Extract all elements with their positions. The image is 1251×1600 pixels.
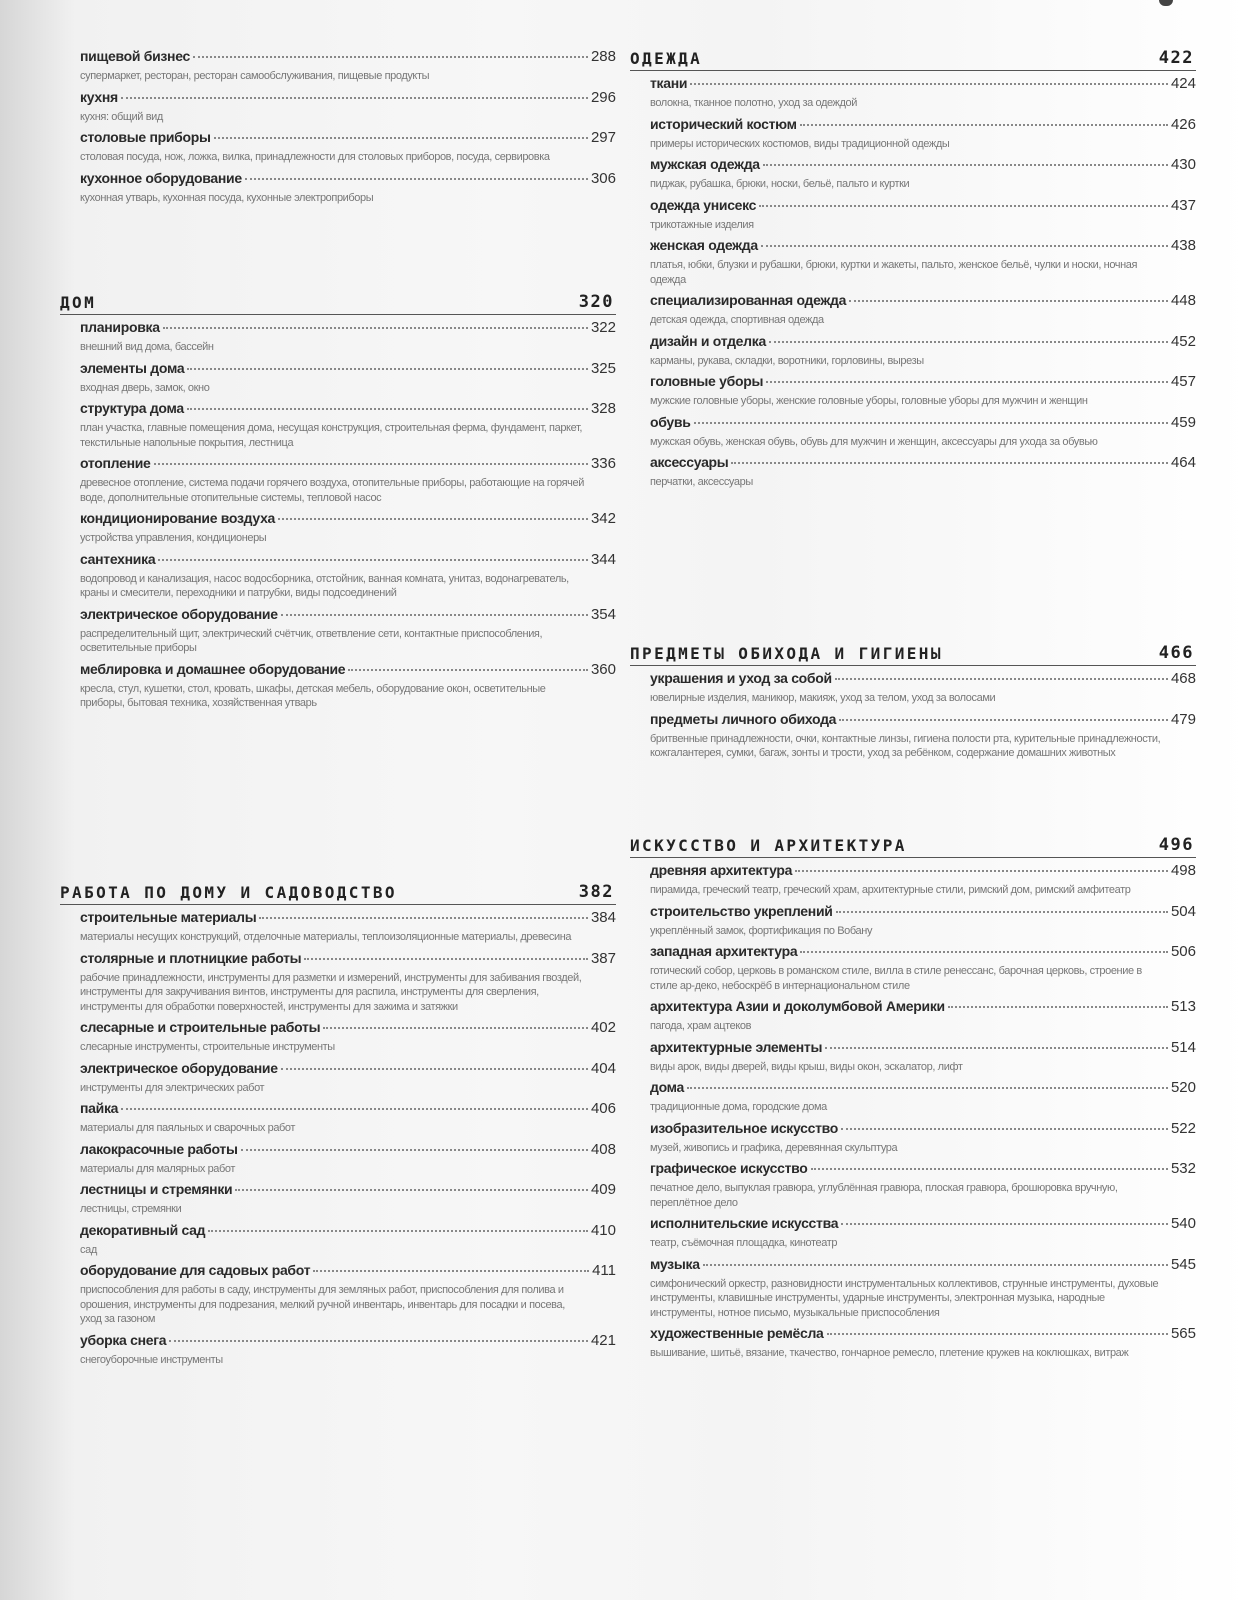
toc-entry bbox=[80, 606, 616, 656]
section-page-number: 320 bbox=[578, 292, 614, 312]
toc-entry-page-number: 306 bbox=[590, 169, 616, 187]
toc-entry-page-number: 406 bbox=[590, 1100, 616, 1117]
dot-leader bbox=[245, 178, 588, 180]
toc-entry-title: ткани bbox=[650, 75, 688, 91]
toc-entry-page-number: 402 bbox=[590, 1019, 616, 1036]
dot-leader bbox=[836, 911, 1168, 913]
toc-entry-row bbox=[80, 661, 616, 682]
toc-entry-title: исторический костюм bbox=[650, 115, 797, 132]
toc-entry-row bbox=[80, 48, 616, 69]
toc-entry-page-number: 520 bbox=[1170, 1079, 1196, 1096]
toc-entry-page-number: 360 bbox=[590, 660, 616, 678]
toc-entry-description: материалы несущих конструкций, отделочные материалы, теплоизоляционные материалы, древесина bbox=[80, 931, 572, 943]
toc-entry bbox=[650, 862, 1196, 898]
dot-leader bbox=[948, 1006, 1168, 1008]
toc-entry-title: столовые приборы bbox=[80, 129, 211, 145]
toc-entry-description: сад bbox=[80, 1243, 97, 1256]
toc-entry-description: приспособления для работы в саду, инструменты для земляных работ, приспособления для полива и орошения, инструменты для подрезания, мелкий ручной инвентарь, инвентарь для посадки и посева, уход за газоном bbox=[80, 1284, 565, 1325]
toc-entry bbox=[650, 903, 1196, 939]
toc-entry bbox=[80, 455, 616, 505]
toc-entry-title: архитектура Азии и доколумбовой Америки bbox=[650, 998, 945, 1014]
section-header bbox=[60, 290, 616, 315]
toc-entry-title: лестницы и стремянки bbox=[80, 1181, 233, 1197]
toc-entry-title: оборудование для садовых работ bbox=[80, 1262, 311, 1278]
toc-entry bbox=[650, 373, 1196, 409]
toc-entry-page-number: 344 bbox=[590, 550, 616, 568]
toc-entry-description: супермаркет, ресторан, ресторан самообслуживания, пищевые продукты bbox=[80, 70, 430, 82]
toc-entry bbox=[80, 1060, 616, 1096]
toc-entry bbox=[80, 950, 616, 1015]
toc-entry-page-number: 354 bbox=[590, 605, 616, 623]
dot-leader bbox=[187, 408, 588, 410]
toc-entry bbox=[80, 909, 616, 945]
toc-entry-row bbox=[80, 950, 616, 971]
toc-entry-page-number: 540 bbox=[1170, 1215, 1196, 1232]
toc-entry bbox=[650, 237, 1196, 287]
dot-leader bbox=[763, 164, 1168, 166]
section-header bbox=[630, 46, 1196, 71]
toc-entry-description: традиционные дома, городские дома bbox=[650, 1101, 827, 1113]
toc-entry bbox=[80, 48, 616, 84]
toc-entry-page-number: 452 bbox=[1170, 332, 1196, 350]
toc-entry-title: декоративный сад bbox=[80, 1221, 206, 1238]
toc-entry-row bbox=[80, 1181, 616, 1202]
toc-entry bbox=[650, 1079, 1196, 1115]
toc-entry-title: дома bbox=[650, 1079, 685, 1095]
section-title: ИСКУССТВО И АРХИТЕКТУРА bbox=[630, 836, 907, 855]
toc-entry-row bbox=[80, 129, 616, 150]
toc-entry bbox=[650, 292, 1196, 328]
dot-leader bbox=[800, 124, 1168, 126]
toc-section-clothing bbox=[630, 46, 1196, 495]
toc-entry-description: рабочие принадлежности, инструменты для разметки и измерений, инструменты для забивания гвоздей, инструменты для закручивания винтов, инструменты для распила, инструменты для сверления, инструменты для обработки поверхностей, инструменты для зажима и затяжки bbox=[80, 971, 582, 1013]
dot-leader bbox=[304, 958, 588, 960]
toc-entry-row bbox=[80, 606, 616, 627]
toc-entry-description: пагода, храм ацтеков bbox=[650, 1020, 752, 1032]
dot-leader bbox=[241, 1149, 588, 1151]
dot-leader bbox=[259, 917, 588, 919]
toc-entry-page-number: 498 bbox=[1170, 862, 1196, 879]
toc-entry bbox=[650, 414, 1196, 450]
toc-entry-row bbox=[650, 237, 1196, 258]
toc-entry-page-number: 387 bbox=[590, 949, 616, 967]
toc-entry-row bbox=[80, 510, 616, 531]
toc-entry-title: лакокрасочные работы bbox=[80, 1140, 238, 1157]
toc-entry bbox=[80, 1100, 616, 1136]
toc-entry-title: уборка снега bbox=[80, 1331, 167, 1348]
toc-entry-description: готический собор, церковь в романском стиле, вилла в стиле ренессанс, барочная церковь, строение в стиле ар-деко, небоскрёб в интернациональном стиле bbox=[650, 965, 1142, 992]
page-corner-mark bbox=[1159, 0, 1173, 6]
toc-entry-title: кухонное оборудование bbox=[80, 169, 242, 186]
dot-leader bbox=[323, 1027, 588, 1029]
toc-entry-row bbox=[650, 75, 1196, 96]
dot-leader bbox=[281, 1068, 588, 1070]
toc-entry-page-number: 296 bbox=[590, 88, 616, 106]
toc-entry-row bbox=[80, 1141, 616, 1162]
toc-entry bbox=[80, 129, 616, 165]
toc-entry bbox=[650, 1256, 1196, 1321]
toc-entry-description: виды арок, виды дверей, виды крыш, виды окон, эскалатор, лифт bbox=[650, 1060, 963, 1073]
toc-continued-block bbox=[60, 48, 616, 210]
toc-section-home bbox=[60, 290, 616, 716]
toc-entry-description: трикотажные изделия bbox=[650, 218, 754, 231]
dot-leader bbox=[841, 1223, 1168, 1225]
dot-leader bbox=[163, 327, 588, 329]
toc-entry-row bbox=[80, 319, 616, 340]
toc-entry-page-number: 336 bbox=[590, 455, 616, 472]
toc-entry bbox=[650, 998, 1196, 1034]
toc-entry bbox=[80, 360, 616, 396]
toc-entry-page-number: 468 bbox=[1170, 670, 1196, 687]
dot-leader bbox=[193, 56, 588, 58]
toc-entry bbox=[650, 333, 1196, 369]
dot-leader bbox=[849, 300, 1168, 302]
dot-leader bbox=[687, 1087, 1168, 1089]
section-title: ДОМ bbox=[60, 293, 97, 312]
dot-leader bbox=[811, 1168, 1168, 1170]
toc-entry-title: строительные материалы bbox=[80, 909, 257, 925]
toc-entry-description: распределительный щит, электрический счётчик, ответвление сети, контактные приспособления, осветительные приборы bbox=[80, 627, 543, 654]
toc-entry-page-number: 464 bbox=[1170, 454, 1196, 471]
toc-entry-page-number: 411 bbox=[592, 1262, 616, 1279]
toc-entry bbox=[80, 89, 616, 125]
toc-entry-description: материалы для паяльных и сварочных работ bbox=[80, 1122, 296, 1134]
toc-entry-row bbox=[80, 89, 616, 110]
toc-entry-row bbox=[650, 197, 1196, 218]
toc-entry-title: пайка bbox=[80, 1100, 119, 1116]
toc-entry bbox=[650, 116, 1196, 152]
toc-entry bbox=[80, 400, 616, 450]
toc-entry-title: элементы дома bbox=[80, 359, 185, 376]
section-page-number: 382 bbox=[578, 882, 614, 902]
toc-entry-title: исполнительские искусства bbox=[650, 1215, 839, 1231]
dot-leader bbox=[795, 870, 1168, 872]
toc-entry bbox=[650, 197, 1196, 233]
toc-entry-description: столовая посуда, нож, ложка, вилка, принадлежности для столовых приборов, посуда, сервировка bbox=[80, 151, 550, 163]
toc-entry-page-number: 409 bbox=[590, 1181, 616, 1198]
toc-entry-page-number: 430 bbox=[1170, 156, 1196, 173]
section-page-number: 422 bbox=[1158, 48, 1194, 68]
toc-entry-row bbox=[80, 909, 616, 930]
toc-entry-description: инструменты для электрических работ bbox=[80, 1081, 265, 1094]
toc-section-art-architecture bbox=[630, 833, 1196, 1366]
toc-entry-title: графическое искусство bbox=[650, 1160, 808, 1176]
toc-entry-title: женская одежда bbox=[650, 237, 758, 253]
toc-entry bbox=[80, 510, 616, 546]
toc-entry-description: ювелирные изделия, маникюр, макияж, уход за телом, уход за волосами bbox=[650, 692, 996, 704]
toc-entry-description: пиджак, рубашка, брюки, носки, бельё, пальто и куртки bbox=[650, 178, 910, 190]
toc-entry-row bbox=[650, 454, 1196, 475]
toc-entry-title: кондиционирование воздуха bbox=[80, 510, 276, 526]
dot-leader bbox=[839, 719, 1168, 721]
toc-entry-page-number: 297 bbox=[590, 129, 616, 146]
toc-entry-row bbox=[650, 903, 1196, 924]
toc-entry bbox=[650, 943, 1196, 993]
toc-entry-description: кухня: общий вид bbox=[80, 110, 163, 123]
dot-leader bbox=[731, 462, 1168, 464]
toc-entry-description: театр, съёмочная площадка, кинотеатр bbox=[650, 1237, 838, 1249]
toc-entry-description: перчатки, аксессуары bbox=[650, 476, 753, 488]
toc-entry-row bbox=[80, 170, 616, 191]
toc-entry-row bbox=[80, 551, 616, 572]
toc-entry-row bbox=[650, 1325, 1196, 1346]
toc-entry-page-number: 426 bbox=[1170, 115, 1196, 133]
dot-leader bbox=[769, 341, 1168, 343]
toc-entry bbox=[650, 1039, 1196, 1075]
toc-entry-row bbox=[650, 1079, 1196, 1100]
toc-entry-title: западная архитектура bbox=[650, 943, 798, 959]
toc-entry-row bbox=[650, 943, 1196, 964]
toc-entry-description: материалы для малярных работ bbox=[80, 1162, 236, 1175]
toc-entry-page-number: 479 bbox=[1170, 710, 1196, 728]
dot-leader bbox=[835, 678, 1168, 680]
toc-entry-title: украшения и уход за собой bbox=[650, 670, 832, 686]
toc-entry bbox=[650, 156, 1196, 192]
section-title: ПРЕДМЕТЫ ОБИХОДА И ГИГИЕНЫ bbox=[630, 644, 943, 663]
toc-entry-title: художественные ремёсла bbox=[650, 1325, 824, 1341]
toc-entry-title: обувь bbox=[650, 413, 691, 430]
toc-entry bbox=[80, 1332, 616, 1368]
toc-entry-description: симфонический оркестр, разновидности инструментальных коллективов, струнные инструменты, духовые инструменты, клавишные инструменты, ударные инструменты, электронная музыка, народные инструменты, нотное письмо, музыкальные приспособления bbox=[650, 1277, 1159, 1319]
toc-entry-row bbox=[650, 711, 1196, 732]
toc-entry bbox=[80, 551, 616, 601]
toc-entry-page-number: 448 bbox=[1170, 292, 1196, 309]
toc-entry-page-number: 408 bbox=[590, 1140, 616, 1158]
toc-entry-row bbox=[650, 156, 1196, 177]
toc-entry bbox=[80, 1019, 616, 1055]
toc-entry-description: карманы, рукава, складки, воротники, горловины, вырезы bbox=[650, 354, 924, 367]
toc-entry-title: мужская одежда bbox=[650, 156, 760, 172]
dot-leader bbox=[187, 368, 588, 370]
toc-entry-title: меблировка и домашнее оборудование bbox=[80, 660, 346, 677]
dot-leader bbox=[761, 245, 1168, 247]
toc-entry-row bbox=[80, 1060, 616, 1081]
dot-leader bbox=[800, 951, 1168, 953]
toc-entry bbox=[80, 1222, 616, 1258]
toc-entry-title: столярные и плотницкие работы bbox=[80, 949, 302, 966]
toc-entry-page-number: 328 bbox=[590, 400, 616, 417]
dot-leader bbox=[121, 97, 588, 99]
toc-entry-title: планировка bbox=[80, 319, 160, 335]
toc-entry-page-number: 532 bbox=[1170, 1160, 1196, 1177]
toc-entry bbox=[650, 1160, 1196, 1210]
toc-entry-row bbox=[80, 360, 616, 381]
dot-leader bbox=[825, 1047, 1168, 1049]
toc-entry-page-number: 513 bbox=[1170, 998, 1196, 1015]
toc-entry-description: внешний вид дома, бассейн bbox=[80, 341, 214, 353]
toc-entry-page-number: 424 bbox=[1170, 75, 1196, 92]
toc-entry-page-number: 404 bbox=[590, 1059, 616, 1077]
toc-entry bbox=[650, 454, 1196, 490]
toc-entry-row bbox=[650, 862, 1196, 883]
dot-leader bbox=[690, 83, 1168, 85]
toc-entry-page-number: 457 bbox=[1170, 373, 1196, 390]
toc-entry-row bbox=[650, 1120, 1196, 1141]
toc-entry-description: пирамида, греческий театр, греческий храм, архитектурные стили, римский дом, римский амфитеатр bbox=[650, 884, 1131, 896]
toc-entry bbox=[650, 75, 1196, 111]
toc-entry-description: детская одежда, спортивная одежда bbox=[650, 314, 824, 326]
toc-entry-row bbox=[80, 1019, 616, 1040]
toc-entry-title: сантехника bbox=[80, 550, 156, 567]
toc-entry-row bbox=[650, 1160, 1196, 1181]
toc-entry-title: специализированная одежда bbox=[650, 292, 847, 308]
toc-entry-row bbox=[650, 373, 1196, 394]
toc-entry bbox=[80, 1181, 616, 1217]
toc-entry-page-number: 504 bbox=[1170, 902, 1196, 920]
dot-leader bbox=[766, 381, 1168, 383]
toc-entry-title: электрическое оборудование bbox=[80, 1059, 278, 1076]
toc-entry-description: кресла, стул, кушетки, стол, кровать, шкафы, детская мебель, оборудование окон, осветительные приборы, бытовая техника, хозяйственная утварь bbox=[80, 682, 546, 709]
toc-entry-description: мужская обувь, женская обувь, обувь для мужчин и женщин, аксессуары для ухода за обувью bbox=[650, 435, 1098, 448]
toc-entry-row bbox=[650, 1256, 1196, 1277]
dot-leader bbox=[313, 1270, 589, 1272]
toc-entry-page-number: 288 bbox=[590, 48, 616, 65]
toc-entry-description: устройства управления, кондиционеры bbox=[80, 532, 267, 544]
toc-entry-title: структура дома bbox=[80, 400, 184, 416]
toc-entry-page-number: 545 bbox=[1170, 1255, 1196, 1273]
toc-entry-title: предметы личного обихода bbox=[650, 710, 837, 727]
dot-leader bbox=[827, 1333, 1168, 1335]
section-page-number: 496 bbox=[1158, 835, 1194, 855]
toc-entry-row bbox=[80, 1332, 616, 1353]
toc-entry-page-number: 506 bbox=[1170, 943, 1196, 960]
toc-entry bbox=[80, 1262, 616, 1327]
toc-entry-title: изобразительное искусство bbox=[650, 1119, 839, 1136]
toc-entry-description: слесарные инструменты, строительные инструменты bbox=[80, 1041, 335, 1053]
dot-leader bbox=[169, 1340, 588, 1342]
toc-entry-page-number: 384 bbox=[590, 909, 616, 926]
dot-leader bbox=[208, 1230, 588, 1232]
toc-entry-row bbox=[80, 400, 616, 421]
toc-entry-row bbox=[80, 1100, 616, 1121]
dot-leader bbox=[759, 205, 1168, 207]
toc-entry-title: аксессуары bbox=[650, 454, 729, 470]
toc-entry-page-number: 325 bbox=[590, 359, 616, 377]
dot-leader bbox=[694, 422, 1168, 424]
toc-entry-row bbox=[650, 1215, 1196, 1236]
dot-leader bbox=[281, 614, 588, 616]
toc-entry-title: древняя архитектура bbox=[650, 862, 793, 878]
toc-entry-description: кухонная утварь, кухонная посуда, кухонные электроприборы bbox=[80, 191, 374, 204]
toc-entry-description: укреплённый замок, фортификация по Вобану bbox=[650, 924, 873, 937]
toc-entry-page-number: 322 bbox=[590, 319, 616, 336]
section-page-number: 466 bbox=[1158, 643, 1194, 663]
toc-entry bbox=[650, 1215, 1196, 1251]
dot-leader bbox=[235, 1189, 588, 1191]
toc-entry-row bbox=[650, 1039, 1196, 1060]
section-header bbox=[630, 833, 1196, 858]
toc-entry bbox=[80, 170, 616, 206]
toc-entry-page-number: 437 bbox=[1170, 196, 1196, 214]
toc-entry bbox=[650, 670, 1196, 706]
toc-entry bbox=[80, 319, 616, 355]
toc-entry bbox=[650, 1120, 1196, 1156]
toc-entry-page-number: 438 bbox=[1170, 237, 1196, 254]
toc-entry-description: бритвенные принадлежности, очки, контактные линзы, гигиена полости рта, курительные принадлежности, кожгалантерея, сумки, багаж, зонты и трости, уход за ребёнком, содержание домашних животных bbox=[650, 732, 1161, 759]
section-header bbox=[60, 880, 616, 905]
toc-entry-row bbox=[80, 455, 616, 476]
toc-entry-description: лестницы, стремянки bbox=[80, 1203, 182, 1215]
toc-entry-page-number: 522 bbox=[1170, 1119, 1196, 1137]
toc-entry-description: платья, юбки, блузки и рубашки, брюки, куртки и жакеты, пальто, женское бельё, чулки и носки, ночная одежда bbox=[650, 259, 1138, 286]
toc-entry-description: примеры исторических костюмов, виды традиционной одежды bbox=[650, 137, 950, 150]
toc-entry-title: головные уборы bbox=[650, 373, 764, 389]
dot-leader bbox=[348, 669, 588, 671]
toc-entry bbox=[80, 1141, 616, 1177]
dot-leader bbox=[214, 137, 588, 139]
toc-entry-row bbox=[650, 670, 1196, 691]
toc-entry-page-number: 459 bbox=[1170, 413, 1196, 431]
dot-leader bbox=[121, 1108, 588, 1110]
toc-entry-title: дизайн и отделка bbox=[650, 332, 766, 349]
toc-section-household-hygiene bbox=[630, 641, 1196, 766]
toc-entry-description: музей, живопись и графика, деревянная скульптура bbox=[650, 1141, 898, 1154]
section-title: ОДЕЖДА bbox=[630, 49, 703, 68]
toc-entry bbox=[650, 1325, 1196, 1361]
toc-entry-page-number: 514 bbox=[1170, 1038, 1196, 1056]
toc-entry-row bbox=[650, 414, 1196, 435]
toc-entry-description: вышивание, шитьё, вязание, ткачество, гончарное ремесло, плетение кружев на коклюшках, витраж bbox=[650, 1347, 1129, 1359]
toc-section-housework-gardening bbox=[60, 880, 616, 1372]
toc-entry-title: одежда унисекс bbox=[650, 196, 757, 213]
dot-leader bbox=[154, 463, 588, 465]
toc-entry-title: музыка bbox=[650, 1255, 700, 1272]
toc-entry-page-number: 565 bbox=[1170, 1325, 1196, 1342]
toc-entry-page-number: 342 bbox=[590, 510, 616, 527]
toc-entry-title: слесарные и строительные работы bbox=[80, 1019, 321, 1035]
toc-entry-description: печатное дело, выпуклая гравюра, углублённая гравюра, плоская гравюра, брошюровка вручную, переплётное дело bbox=[650, 1182, 1118, 1209]
toc-entry-row bbox=[650, 116, 1196, 137]
toc-entry-description: волокна, тканное полотно, уход за одеждой bbox=[650, 97, 857, 109]
toc-entry-row bbox=[80, 1262, 616, 1283]
dot-leader bbox=[841, 1128, 1168, 1130]
toc-entry-page-number: 410 bbox=[590, 1221, 616, 1239]
toc-entry-title: электрическое оборудование bbox=[80, 605, 278, 622]
dot-leader bbox=[158, 559, 588, 561]
toc-entry-description: входная дверь, замок, окно bbox=[80, 381, 210, 394]
toc-entry-row bbox=[650, 292, 1196, 313]
toc-entry-description: снегоуборочные инструменты bbox=[80, 1353, 223, 1366]
section-header bbox=[630, 641, 1196, 666]
toc-entry-title: архитектурные элементы bbox=[650, 1038, 823, 1055]
toc-entry-page-number: 421 bbox=[590, 1331, 616, 1349]
section-title: РАБОТА ПО ДОМУ И САДОВОДСТВО bbox=[60, 883, 397, 902]
toc-entry-title: пищевой бизнес bbox=[80, 48, 190, 64]
toc-entry-description: водопровод и канализация, насос водосборника, отстойник, ванная комната, унитаз, водонагреватель, краны и смесители, переходники и патрубки, виды подсоединений bbox=[80, 572, 569, 599]
toc-entry-description: план участка, главные помещения дома, несущая конструкция, строительная ферма, фундамент, паркет, текстильные напольные покрытия, лестница bbox=[80, 422, 583, 449]
toc-entry-row bbox=[650, 333, 1196, 354]
toc-entry-description: древесное отопление, система подачи горячего воздуха, отопительные приборы, работающие на горячей воде, дополнительные отопительные системы, тепловой насос bbox=[80, 477, 584, 504]
toc-entry-row bbox=[80, 1222, 616, 1243]
toc-entry bbox=[80, 661, 616, 711]
toc-entry-title: кухня bbox=[80, 88, 118, 105]
toc-entry bbox=[650, 711, 1196, 761]
toc-entry-title: строительство укреплений bbox=[650, 902, 833, 919]
toc-entry-row bbox=[650, 998, 1196, 1019]
dot-leader bbox=[278, 518, 588, 520]
toc-entry-title: отопление bbox=[80, 455, 151, 471]
dot-leader bbox=[703, 1264, 1168, 1266]
toc-entry-description: мужские головные уборы, женские головные уборы, головные уборы для мужчин и женщин bbox=[650, 395, 1088, 407]
